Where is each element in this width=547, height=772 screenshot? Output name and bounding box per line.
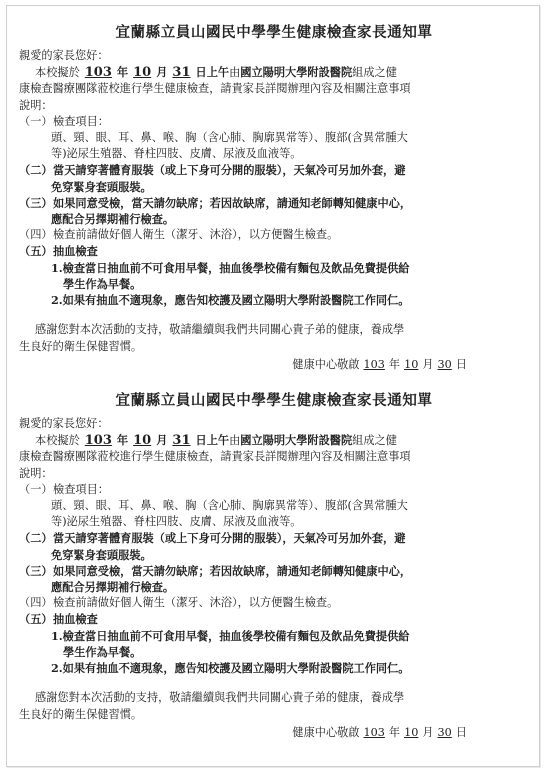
exam-year: 103 bbox=[84, 65, 112, 81]
item-5: （五） 抽血檢查 bbox=[19, 612, 98, 627]
closing-line-2: 生良好的衛生保健習慣。 bbox=[19, 708, 143, 722]
exam-month: 10 bbox=[133, 433, 152, 449]
notice-title: 宜蘭縣立員山國民中學學生健康檢查家長通知單 bbox=[115, 392, 433, 409]
item-2-cont: 免穿緊身套頭服裝。 bbox=[51, 547, 152, 562]
intro-line-2: 康檢查醫療團隊蒞校進行學生健康檢查，請貴家長詳閱辦理內容及相關注意事項 bbox=[19, 450, 411, 464]
hospital-name: 國立陽明大學附設醫院 bbox=[240, 433, 353, 448]
signature: 健康中心敬啟 103 年 10 月 30 日 bbox=[292, 358, 467, 372]
exam-day: 31 bbox=[172, 65, 191, 81]
intro-line-2: 康檢查醫療團隊蒞校進行學生健康檢查，請貴家長詳閱辦理內容及相關注意事項 bbox=[19, 82, 411, 96]
closing-line-1: 感謝您對本次活動的支持，敬請繼續與我們共同關心貴子弟的健康，養成學 bbox=[35, 323, 405, 337]
item-4: （四） 檢查前請做好個人衛生（潔牙、沐浴），以方便醫生檢查。 bbox=[19, 596, 339, 610]
hospital-name: 國立陽明大學附設醫院 bbox=[240, 65, 353, 80]
notice-2 bbox=[19, 391, 529, 741]
blood-test-point-1-cont: 學生作為早餐。 bbox=[63, 644, 142, 659]
item-3: （三） 如果同意受檢，當天請勿缺席；若因故缺席，請通知老師轉知健康中心， bbox=[19, 195, 412, 210]
intro-line-1: 本校擬於 103 年 10 月 31 日上午由國立陽明大學附設醫院組成之健 bbox=[35, 433, 397, 449]
item-1: （一） 檢查項目： bbox=[19, 114, 109, 128]
item-1-detail: 頭、頸、眼、耳、鼻、喉、胸（含心肺、胸廓異常等）、腹部(含異常腫大 bbox=[51, 499, 408, 513]
blood-test-point-2: 2.如果有抽血不適現象，應告知校護及國立陽明大學附設醫院工作同仁。 bbox=[51, 661, 410, 676]
item-1-detail: 等)泌尿生殖器、脊柱四肢、皮膚、尿液及血液等。 bbox=[51, 515, 302, 529]
item-1: （一） 檢查項目： bbox=[19, 482, 109, 496]
blood-test-point-1-cont: 學生作為早餐。 bbox=[63, 276, 142, 291]
item-3: （三） 如果同意受檢，當天請勿缺席；若因故缺席，請通知老師轉知健康中心， bbox=[19, 563, 412, 578]
intro-line-3: 說明： bbox=[19, 466, 53, 480]
exam-day: 31 bbox=[172, 433, 191, 449]
document-page bbox=[6, 5, 540, 767]
item-2: （二） 當天請穿著體育服裝（或上下身可分開的服裝），天氣冷可另加外套，避 bbox=[19, 163, 406, 178]
item-4: （四） 檢查前請做好個人衛生（潔牙、沐浴），以方便醫生檢查。 bbox=[19, 228, 339, 242]
exam-month: 10 bbox=[133, 65, 152, 81]
notice-1 bbox=[19, 23, 529, 373]
intro-line-3: 說明： bbox=[19, 98, 53, 112]
closing-line-2: 生良好的衛生保健習慣。 bbox=[19, 340, 143, 354]
signature: 健康中心敬啟 103 年 10 月 30 日 bbox=[292, 726, 467, 740]
blood-test-point-1: 1.檢查當日抽血前不可食用早餐，抽血後學校備有麵包及飲品免費提供給 bbox=[51, 260, 410, 275]
item-3-cont: 應配合另擇期補行檢查。 bbox=[51, 212, 175, 227]
item-2: （二） 當天請穿著體育服裝（或上下身可分開的服裝），天氣冷可另加外套，避 bbox=[19, 531, 406, 546]
exam-year: 103 bbox=[84, 433, 112, 449]
blood-test-point-1: 1.檢查當日抽血前不可食用早餐，抽血後學校備有麵包及飲品免費提供給 bbox=[51, 628, 410, 643]
item-1-detail: 頭、頸、眼、耳、鼻、喉、胸（含心肺、胸廓異常等）、腹部(含異常腫大 bbox=[51, 131, 408, 145]
item-5: （五） 抽血檢查 bbox=[19, 244, 98, 259]
item-3-cont: 應配合另擇期補行檢查。 bbox=[51, 580, 175, 595]
intro-line-1: 本校擬於 103 年 10 月 31 日上午由國立陽明大學附設醫院組成之健 bbox=[35, 65, 397, 81]
greeting: 親愛的家長您好： bbox=[19, 417, 109, 430]
item-2-cont: 免穿緊身套頭服裝。 bbox=[51, 179, 152, 194]
blood-test-point-2: 2.如果有抽血不適現象，應告知校護及國立陽明大學附設醫院工作同仁。 bbox=[51, 293, 410, 308]
closing-line-1: 感謝您對本次活動的支持，敬請繼續與我們共同關心貴子弟的健康，養成學 bbox=[35, 691, 405, 705]
item-1-detail: 等)泌尿生殖器、脊柱四肢、皮膚、尿液及血液等。 bbox=[51, 147, 302, 161]
greeting: 親愛的家長您好： bbox=[19, 49, 109, 62]
notice-title: 宜蘭縣立員山國民中學學生健康檢查家長通知單 bbox=[115, 24, 433, 41]
